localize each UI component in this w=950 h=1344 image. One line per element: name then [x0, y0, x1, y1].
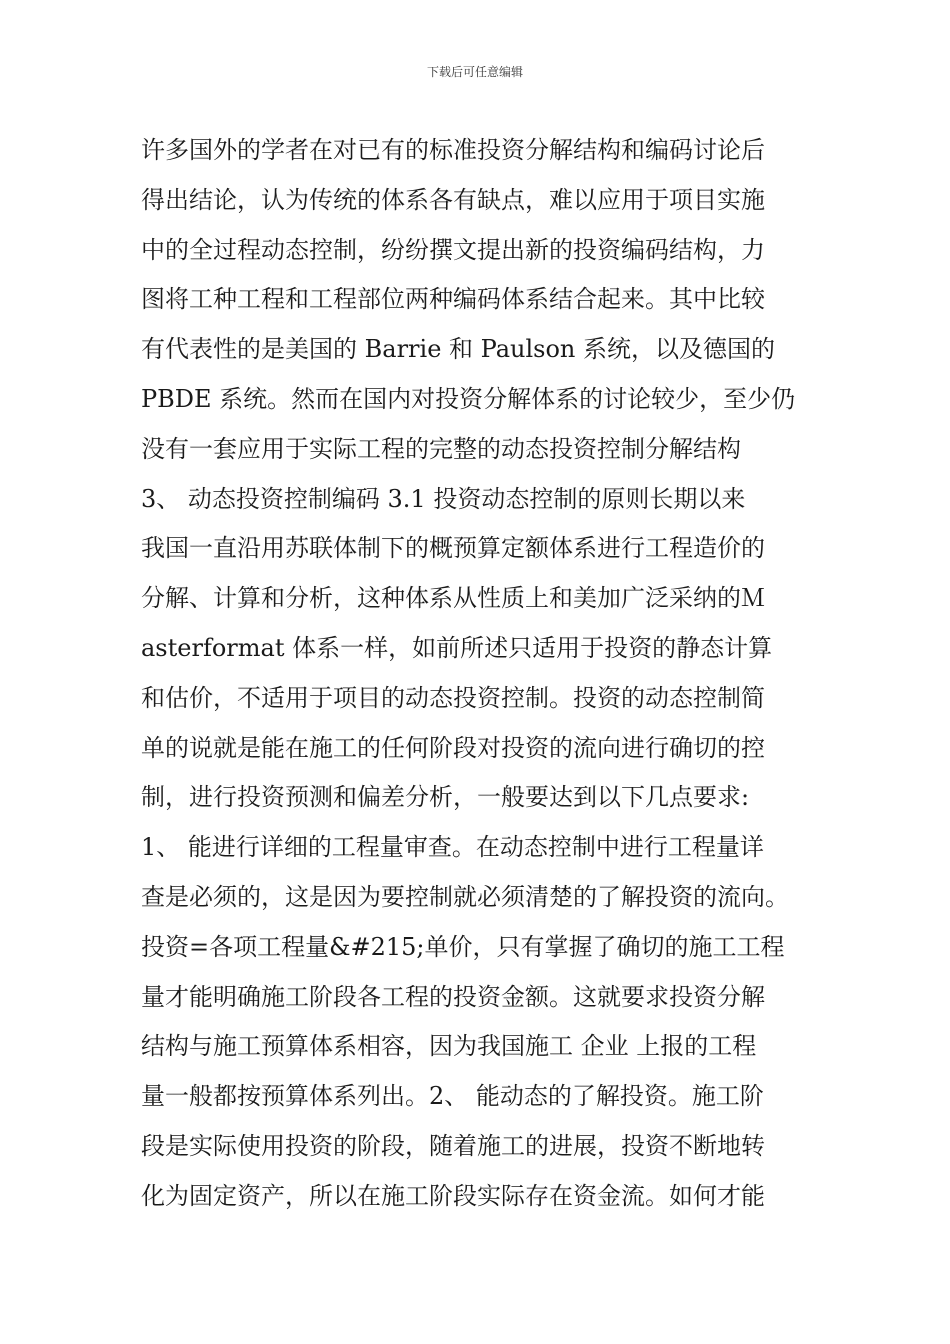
text-line: 单的说就是能在施工的任何阶段对投资的流向进行确切的控 [141, 733, 765, 762]
text-line: 1、 能进行详细的工程量审查。在动态控制中进行工程量详 [141, 833, 764, 862]
text-line: 量一般都按预算体系列出。2、 能动态的了解投资。施工阶 [141, 1082, 764, 1111]
text-line: 有代表性的是美国的 Barrie 和 Paulson 系统，以及德国的 [141, 335, 776, 364]
text-line: 结构与施工预算体系相容，因为我国施工 企业 上报的工程 [141, 1032, 757, 1061]
text-line: 没有一套应用于实际工程的完整的动态投资控制分解结构 [141, 434, 741, 463]
text-line: 化为固定资产，所以在施工阶段实际存在资金流。如何才能 [141, 1181, 765, 1210]
text-line: 我国一直沿用苏联体制下的概预算定额体系进行工程造价的 [141, 534, 765, 563]
text-line: 查是必须的，这是因为要控制就必须清楚的了解投资的流向。 [141, 882, 789, 911]
text-line: 得出结论，认为传统的体系各有缺点，难以应用于项目实施 [141, 185, 765, 214]
text-line: 许多国外的学者在对已有的标准投资分解结构和编码讨论后 [141, 136, 765, 164]
text-line: PBDE 系统。然而在国内对投资分解体系的讨论较少，至少仍 [141, 384, 796, 413]
page-header: 下载后可任意编辑 [426, 65, 523, 79]
text-line: 3、 动态投资控制编码 3.1 投资动态控制的原则长期以来 [141, 484, 746, 513]
text-line: 分解、计算和分析，这种体系从性质上和美加广泛采纳的Ｍ [141, 584, 765, 613]
text-line: 量才能明确施工阶段各工程的投资金额。这就要求投资分解 [141, 982, 765, 1011]
text-line: 中的全过程动态控制，纷纷撰文提出新的投资编码结构，力 [141, 235, 765, 264]
text-line: 图将工种工程和工程部位两种编码体系结合起来。其中比较 [141, 285, 765, 314]
text-line: 制，进行投资预测和偏差分析，一般要达到以下几点要求: [141, 783, 750, 812]
text-line: 和估价，不适用于项目的动态投资控制。投资的动态控制简 [141, 683, 765, 712]
text-line: 投资=各项工程量&#215;单价，只有掌握了确切的施工工程 [141, 932, 785, 961]
text-line: 段是实际使用投资的阶段，随着施工的进展，投资不断地转 [141, 1131, 765, 1160]
body-text [141, 126, 831, 1222]
text-line: asterformat 体系一样，如前所述只适用于投资的静态计算 [141, 633, 773, 662]
